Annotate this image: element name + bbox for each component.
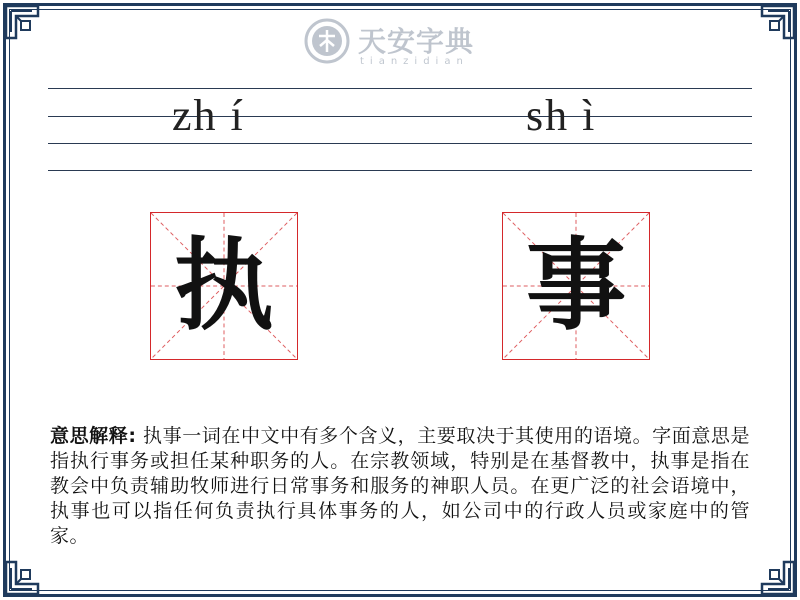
definition-label: 意思解释: [50,425,137,447]
hanzi-character-1: 执 [174,227,274,344]
character-grid-2 [502,212,650,360]
corner-ornament-icon [4,560,40,596]
corner-ornament-icon [4,4,40,40]
corner-ornament-icon [760,4,796,40]
pinyin-syllable-2: sh ì [526,91,597,140]
definition-paragraph [50,424,750,549]
pinyin-rule-line [48,170,752,171]
brand-roman: tianzidian [360,56,469,67]
brand-logo [300,14,500,70]
brand-name: 天安字典 [358,25,475,58]
corner-ornament-icon [760,560,796,596]
pinyin-rule-line [48,88,752,89]
character-grid-1 [150,212,298,360]
pinyin-rule-line [48,116,752,117]
definition-text: 执事一词在中文中有多个含义，主要取决于其使用的语境。字面意思是指执行事务或担任某种职务的人。在宗教领域，特别是在基督教中，执事是指在教会中负责辅助牧师进行日常事务和服务的神职人员。在更广泛的社会语境中，执事也可以指任何负责执行具体事务的人，如公司中的行政人员或家庭中的管家。 [50,425,750,547]
brand-seal-icon [304,18,350,64]
pinyin-rule-line [48,143,752,144]
hanzi-character-2: 事 [526,227,626,344]
pinyin-syllable-1: zh í [172,91,245,140]
